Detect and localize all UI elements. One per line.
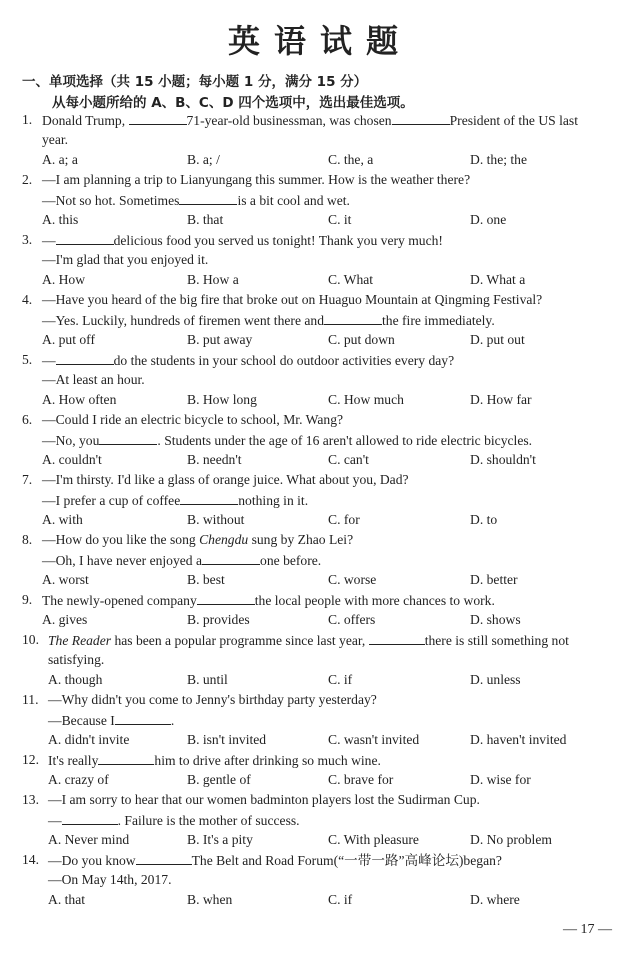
option-b: B. isn't invited <box>187 732 267 747</box>
option-d: D. put out <box>470 332 525 347</box>
option-c: C. for <box>328 512 360 527</box>
answer-blank <box>56 350 114 365</box>
stem-text: has been a popular programme since last year, <box>111 633 369 648</box>
question-9 <box>22 590 622 630</box>
question-number: 9. <box>22 592 33 607</box>
option-d: D. No problem <box>470 832 552 847</box>
stem-text: —I am planning a trip to Lianyungang this summer. How is the weather there? <box>42 172 471 187</box>
option-b: B. How long <box>187 392 257 407</box>
option-a: A. put off <box>42 332 95 347</box>
question-number: 7. <box>22 472 33 487</box>
option-a: A. crazy of <box>48 772 109 787</box>
stem-text: —How do you like the song <box>42 532 200 547</box>
answer-blank <box>115 710 171 725</box>
stem-text: one before. <box>260 553 322 568</box>
stem-text: —I am sorry to hear that our women badminton players lost the Sudirman Cup. <box>48 792 480 807</box>
stem-continuation: satisfying. <box>48 652 105 667</box>
stem-text: —Have you heard of the big fire that broke out on Huaguo Mountain at Qingming Festival? <box>42 292 543 307</box>
option-c: C. if <box>328 892 353 907</box>
answer-blank <box>56 230 114 245</box>
option-a: A. couldn't <box>42 452 102 467</box>
question-7 <box>22 470 622 530</box>
option-d: D. What a <box>470 272 526 287</box>
question-number: 4. <box>22 292 33 307</box>
answer-blank <box>197 590 255 605</box>
stem-text: there is still something not <box>424 633 569 648</box>
question-number: 8. <box>22 532 33 547</box>
question-number: 5. <box>22 352 33 367</box>
option-d: D. How far <box>470 392 532 407</box>
song-title: Chengdu <box>199 532 249 547</box>
option-c: C. brave for <box>328 772 394 787</box>
option-c: C. put down <box>328 332 395 347</box>
stem-text: 71-year-old businessman, was chosen <box>186 113 392 128</box>
answer-blank <box>392 110 450 125</box>
stem-text: . Failure is the mother of success. <box>117 813 300 828</box>
programme-title: The Reader <box>48 633 112 648</box>
option-a: A. this <box>42 212 79 227</box>
question-number: 3. <box>22 232 33 247</box>
stem-text: —Because I <box>48 713 115 728</box>
option-a: A. didn't invite <box>48 732 130 747</box>
answer-blank <box>99 430 157 445</box>
stem-text: —No, you <box>42 433 100 448</box>
option-c: C. can't <box>328 452 369 467</box>
question-number: 10. <box>22 632 39 647</box>
option-b: B. gentle of <box>187 772 251 787</box>
answer-blank <box>180 490 238 505</box>
option-d: D. the; the <box>470 152 528 167</box>
stem-text: — <box>42 353 56 368</box>
page-title: 英语试题 <box>227 22 412 60</box>
stem-text: —Do you know <box>48 853 136 868</box>
stem-text: The Belt and Road Forum(“一带一路”高峰论坛)began? <box>191 853 502 868</box>
stem-text: the local people with more chances to work. <box>254 593 495 608</box>
option-b: B. provides <box>187 612 250 627</box>
answer-blank <box>324 310 382 325</box>
option-d: D. to <box>470 512 498 527</box>
question-number: 6. <box>22 412 33 427</box>
stem-text: — <box>42 233 56 248</box>
option-a: A. worst <box>42 572 89 587</box>
stem-text: the fire immediately. <box>382 313 495 328</box>
section-heading: 一、单项选择（共 15 小题；每小题 1 分，满分 15 分） <box>22 74 368 90</box>
option-a: A. a; a <box>42 152 78 167</box>
option-b: B. How a <box>187 272 239 287</box>
stem-text: — <box>48 813 62 828</box>
question-4 <box>22 290 622 350</box>
option-c: C. How much <box>328 392 404 407</box>
page-number: — 17 — <box>563 922 612 937</box>
stem-text: —Why didn't you come to Jenny's birthday party yesterday? <box>48 692 377 707</box>
option-b: B. that <box>187 212 224 227</box>
option-d: D. haven't invited <box>470 732 567 747</box>
option-c: C. wasn't invited <box>328 732 420 747</box>
question-1 <box>22 110 622 170</box>
question-number: 1. <box>22 112 33 127</box>
question-number: 14. <box>22 852 39 867</box>
stem-text: —Oh, I have never enjoyed a <box>42 553 203 568</box>
question-number: 11. <box>22 692 39 707</box>
option-a: A. gives <box>42 612 88 627</box>
option-c: C. worse <box>328 572 377 587</box>
answer-blank <box>179 190 237 205</box>
answer-blank <box>136 850 192 865</box>
option-a: A. How <box>42 272 86 287</box>
question-number: 13. <box>22 792 39 807</box>
option-c: C. the, a <box>328 152 374 167</box>
stem-text: Donald Trump, <box>42 113 129 128</box>
stem-text: —Not so hot. Sometimes <box>42 193 180 208</box>
stem-text: It's really <box>48 753 99 768</box>
option-d: D. shows <box>470 612 521 627</box>
stem-text: sung by Zhao Lei? <box>248 532 354 547</box>
stem-text: nothing in it. <box>238 493 309 508</box>
answer-blank <box>202 550 260 565</box>
stem-continuation: year. <box>42 132 69 147</box>
question-5 <box>22 350 622 410</box>
option-c: C. if <box>328 672 353 687</box>
option-d: D. shouldn't <box>470 452 536 467</box>
option-b: B. when <box>187 892 233 907</box>
option-d: D. where <box>470 892 520 907</box>
stem-text: . <box>170 713 175 728</box>
option-b: B. needn't <box>187 452 242 467</box>
question-number: 12. <box>22 752 39 767</box>
stem-text: President of the US last <box>449 113 578 128</box>
question-10 <box>22 630 622 690</box>
section-instruction: 从每小题所给的 A、B、C、D 四个选项中，选出最佳选项。 <box>52 95 414 111</box>
stem-text: —I'm thirsty. I'd like a glass of orange juice. What about you, Dad? <box>42 472 409 487</box>
answer-blank <box>129 110 187 125</box>
question-11 <box>22 690 622 750</box>
option-b: B. It's a pity <box>187 832 253 847</box>
stem-text: —Yes. Luckily, hundreds of firemen went there and <box>42 313 325 328</box>
answer-blank <box>62 810 118 825</box>
option-a: A. Never mind <box>48 832 130 847</box>
stem-text: do the students in your school do outdoor activities every day? <box>113 353 455 368</box>
option-c: C. With pleasure <box>328 832 419 847</box>
option-c: C. What <box>328 272 374 287</box>
option-b: B. until <box>187 672 228 687</box>
option-d: D. better <box>470 572 518 587</box>
question-number: 2. <box>22 172 33 187</box>
answer-blank <box>98 750 154 765</box>
option-c: C. it <box>328 212 352 227</box>
option-a: A. with <box>42 512 83 527</box>
question-14 <box>22 850 622 910</box>
option-a: A. How often <box>42 392 117 407</box>
question-13 <box>22 790 622 850</box>
option-d: D. wise for <box>470 772 531 787</box>
stem-text: —At least an hour. <box>42 372 145 387</box>
answer-blank <box>369 630 425 645</box>
stem-text: is a bit cool and wet. <box>237 193 350 208</box>
option-b: B. best <box>187 572 225 587</box>
stem-text: him to drive after drinking so much wine. <box>154 753 381 768</box>
stem-text: . Students under the age of 16 aren't allowed to ride electric bicycles. <box>157 433 533 448</box>
question-6 <box>22 410 622 470</box>
stem-text: —On May 14th, 2017. <box>48 872 172 887</box>
option-b: B. a; / <box>187 152 220 167</box>
stem-text: delicious food you served us tonight! Thank you very much! <box>113 233 443 248</box>
option-d: D. unless <box>470 672 521 687</box>
option-a: A. that <box>48 892 85 907</box>
question-8 <box>22 530 622 590</box>
question-2 <box>22 170 622 230</box>
question-12 <box>22 750 622 790</box>
stem-text: —Could I ride an electric bicycle to school, Mr. Wang? <box>42 412 344 427</box>
option-a: A. though <box>48 672 103 687</box>
stem-text: —I'm glad that you enjoyed it. <box>42 252 209 267</box>
option-d: D. one <box>470 212 507 227</box>
stem-text: The newly-opened company <box>42 593 197 608</box>
stem-text: —I prefer a cup of coffee <box>42 493 181 508</box>
option-b: B. without <box>187 512 245 527</box>
option-c: C. offers <box>328 612 376 627</box>
option-b: B. put away <box>187 332 253 347</box>
question-3 <box>22 230 622 290</box>
